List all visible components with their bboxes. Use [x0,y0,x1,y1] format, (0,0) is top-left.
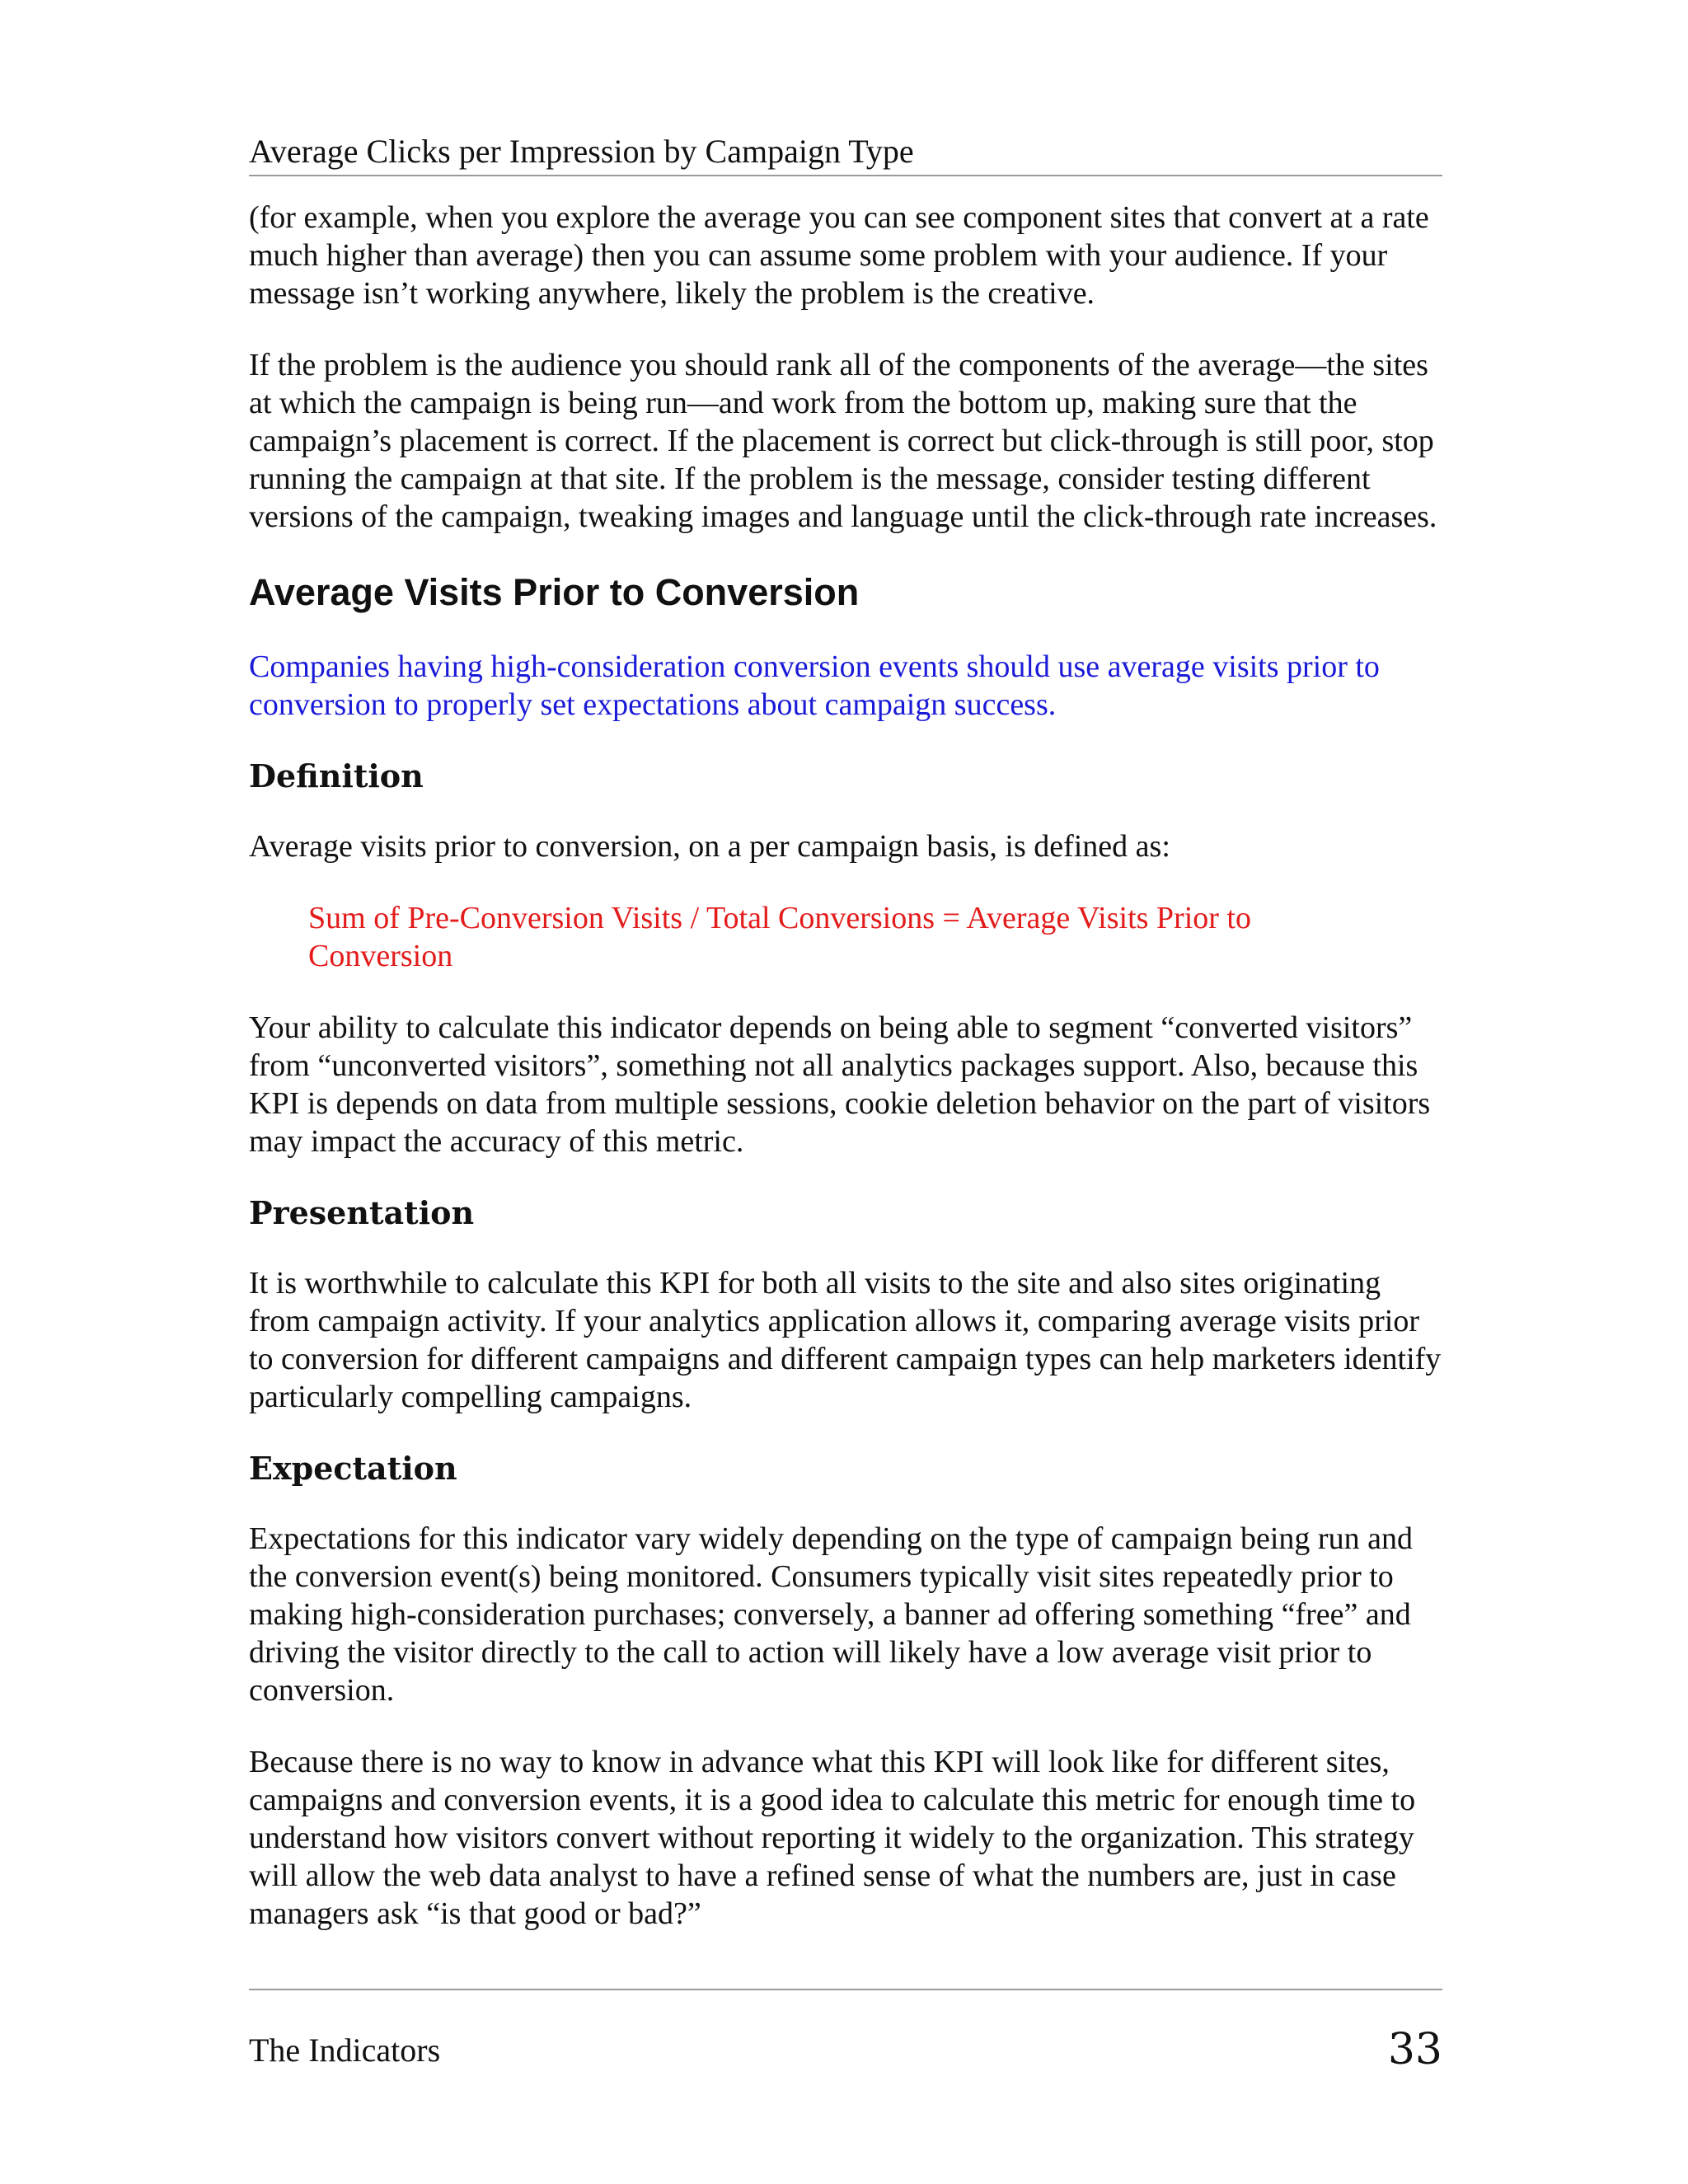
definition-note: Your ability to calculate this indicator depends on being able to segment “converted visitors” from “unconverted visitors”, something not all analytics packages support. Also, because this KPI is depends on data from multiple sessions, cookie deletion behavior on the part of visitors may impact the accuracy of this metric. [249,1010,1431,1159]
definition-formula: Sum of Pre-Conversion Visits / Total Conversions = Average Visits Prior to Conversion [308,901,1251,973]
presentation-text: It is worthwhile to calculate this KPI for both all visits to the site and also sites originating from campaign activity. If your analytics application allows it, comparing average visits prior to conversion for different campaigns and different campaign types can help marketers identify particularly compelling campaigns. [249,1266,1442,1414]
definition-heading: Definition [249,757,424,794]
definition-intro: Average visits prior to conversion, on a per campaign basis, is defined as: [249,829,1170,864]
expectation-text-2: Because there is no way to know in advance what this KPI will look like for different sites, campaigns and conversion events, it is a good idea to calculate this metric for enough time to understand how visitors convert without reporting it widely to the organization. This strategy will allow the web data analyst to have a refined sense of what the numbers are, just in case managers ask “is that good or bad?” [249,1745,1416,1931]
body-paragraph-2: If the problem is the audience you should rank all of the components of the average—the sites at which the campaign is being run—and work from the bottom up, making sure that the campaign’s placement is correct. If the placement is correct but click-through is still poor, stop running the campaign at that site. If the problem is the message, consider testing different versions of the campaign, tweaking images and language until the click-through rate increases. [249,348,1437,534]
footer-divider [249,1989,1442,1990]
section-title: Average Visits Prior to Conversion [249,571,860,613]
page-content [249,199,1442,1966]
page-number: 33 [1387,2025,1442,2074]
expectation-text-1: Expectations for this indicator vary widely depending on the type of campaign being run and the conversion event(s) being monitored. Consumers typically visit sites repeatedly prior to making high-consideration purchases; conversely, a banner ad offering something “free” and driving the visitor directly to the call to action will likely have a low average visit prior to conversion. [249,1521,1413,1708]
section-summary: Companies having high-consideration conversion events should use average visits prior to conversion to properly set expectations about campaign success. [249,649,1380,722]
footer-section-name: The Indicators [249,2032,441,2069]
presentation-heading: Presentation [249,1194,475,1231]
document-page [249,0,1442,2184]
running-header: Average Clicks per Impression by Campaign Type [249,130,1442,176]
expectation-heading: Expectation [249,1450,457,1487]
body-paragraph-1: (for example, when you explore the average you can see component sites that convert at a rate much higher than average) then you can assume some problem with your audience. If your message isn’t working anywhere, likely the problem is the creative. [249,200,1429,311]
